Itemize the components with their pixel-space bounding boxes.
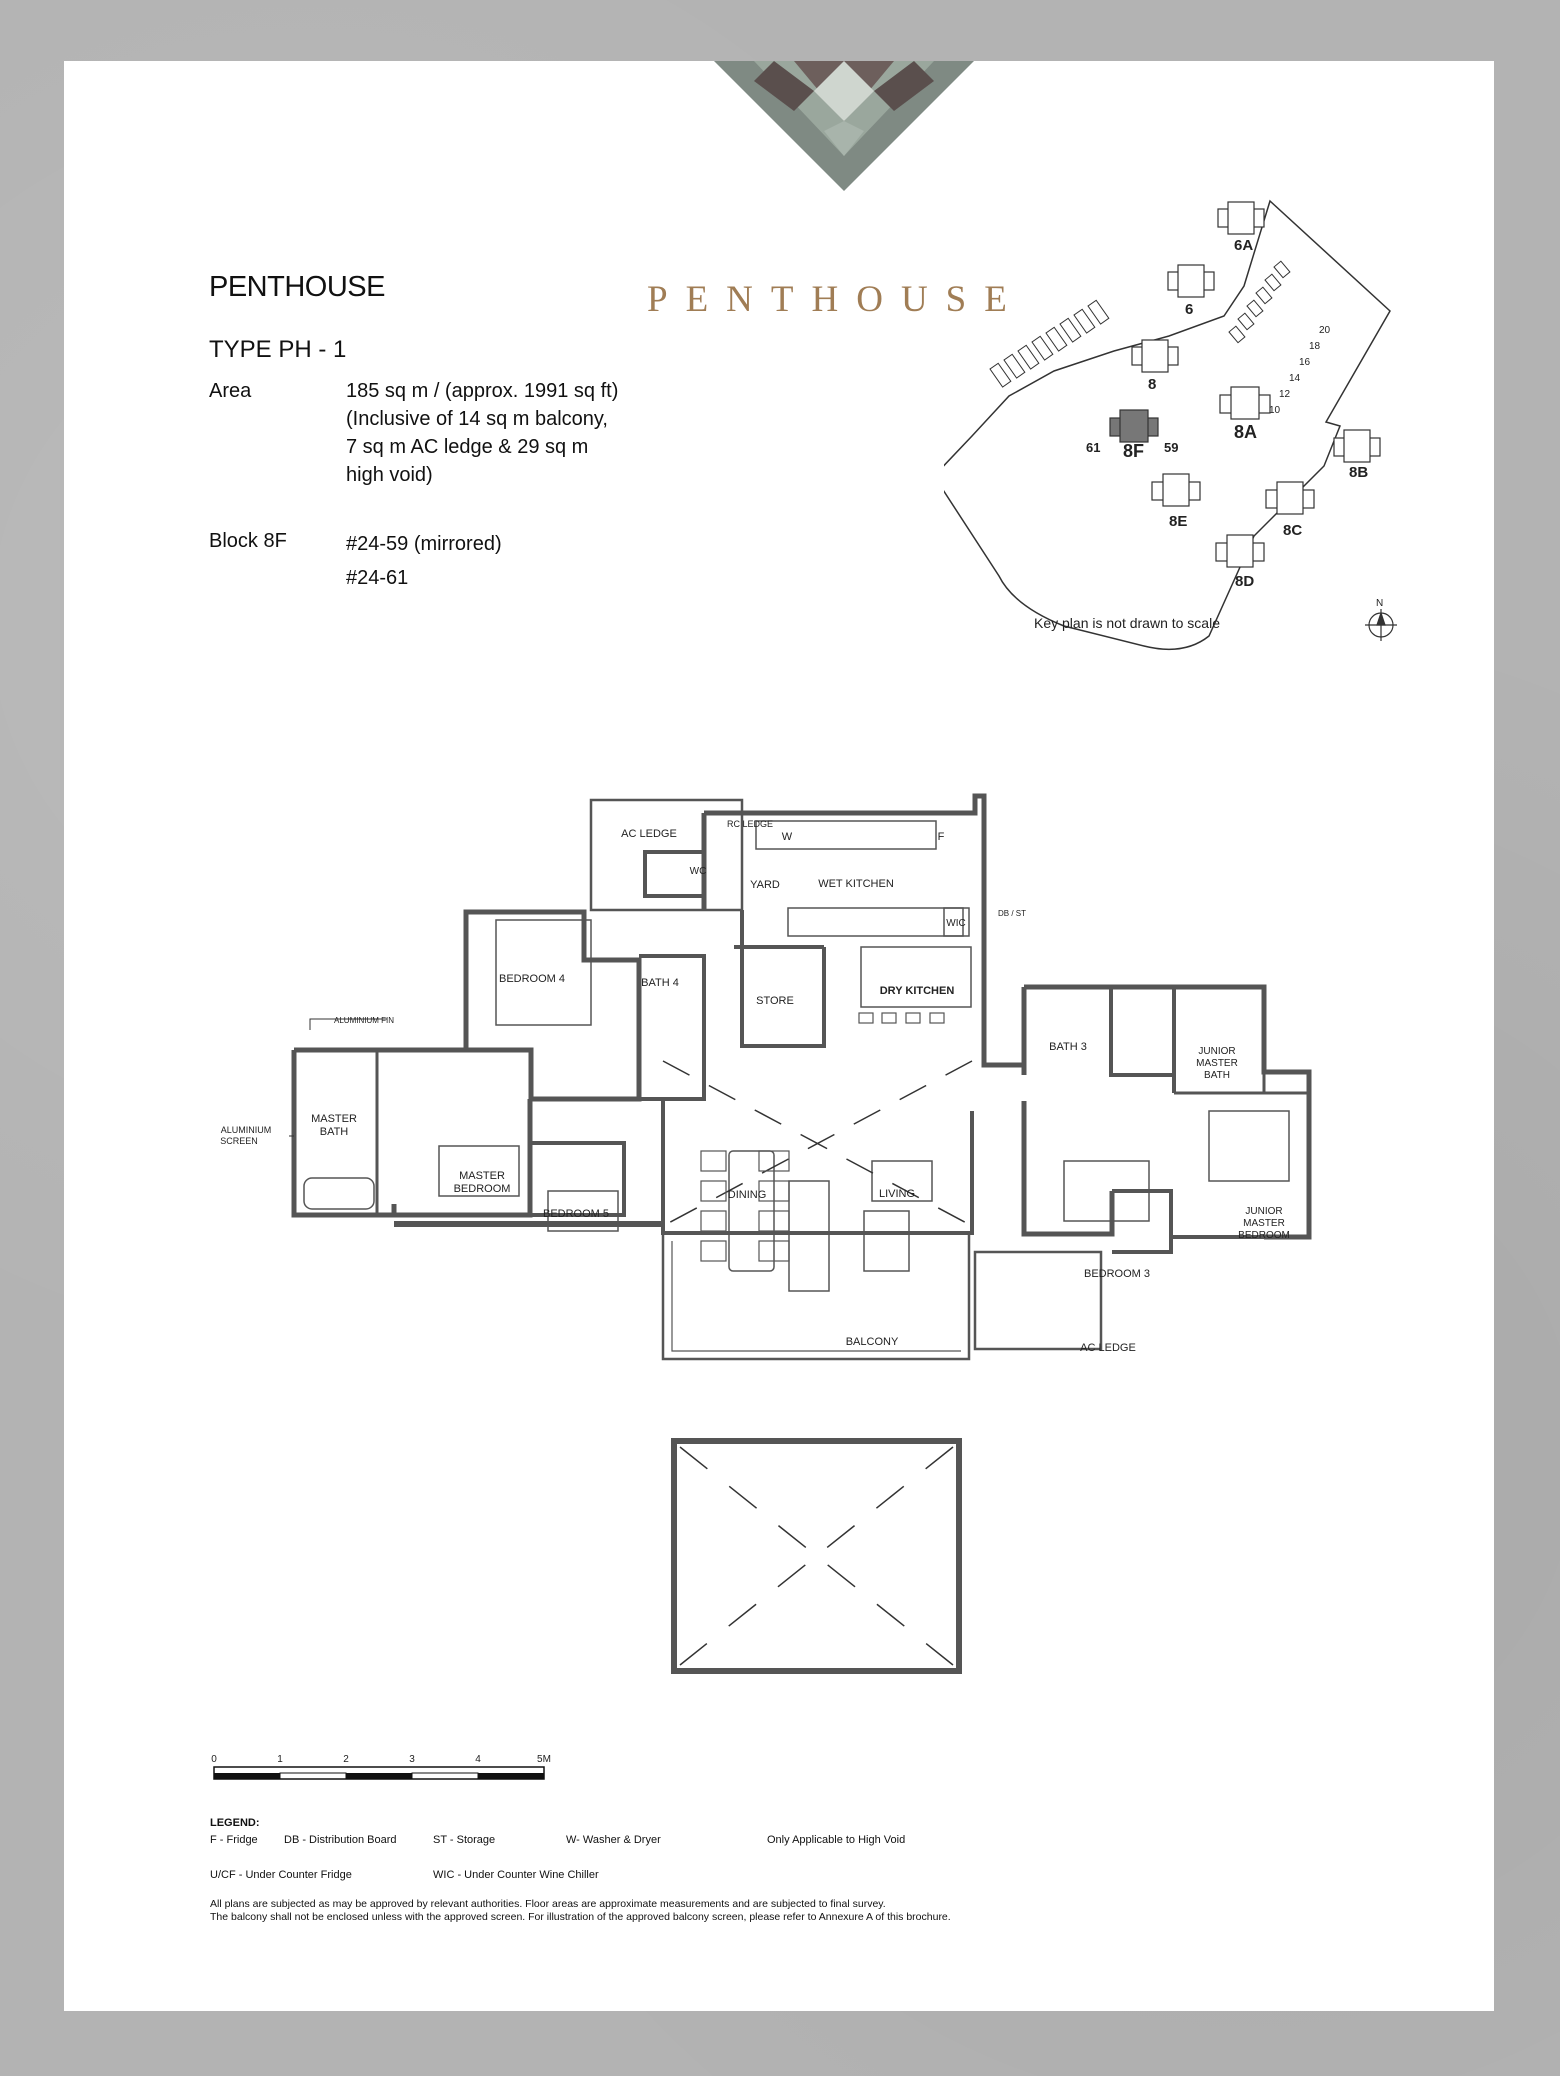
room-label: BEDROOM	[1238, 1230, 1290, 1241]
room-label: LIVING	[878, 1188, 916, 1200]
area-line: high void)	[346, 464, 433, 486]
room-label: BATH	[1204, 1070, 1230, 1081]
legend-title: LEGEND:	[210, 1817, 260, 1829]
room-label: WIC	[946, 918, 966, 929]
room-label: WET KITCHEN	[818, 878, 894, 890]
room-label: BATH 4	[641, 977, 679, 989]
room-label: AC LEDGE	[621, 828, 677, 840]
room-label: BEDROOM	[453, 1183, 511, 1195]
key-block-label: 8B	[1349, 464, 1369, 481]
room-label: WC	[689, 866, 707, 877]
room-label: YARD	[750, 879, 780, 891]
key-terrace-number: 10	[1269, 405, 1281, 416]
room-label: BALCONY	[845, 1336, 899, 1348]
legend-note: The balcony shall not be enclosed unless with the approved screen. For illustration of the approved balcony screen, please refer to Annexure A of this brochure.	[210, 1911, 951, 1923]
page-title: PENTHOUSE	[209, 271, 385, 303]
room-label: BEDROOM 5	[542, 1208, 610, 1220]
legend-note: All plans are subjected as may be approved by relevant authorities. Floor areas are approximate measurements and are subjected to final survey.	[210, 1898, 886, 1910]
room-label: BEDROOM 3	[1083, 1268, 1151, 1280]
legend-item: W- Washer & Dryer	[566, 1834, 661, 1846]
room-label: MASTER	[1196, 1058, 1238, 1069]
legend-item: Only Applicable to High Void	[767, 1834, 906, 1846]
area-label: Area	[209, 380, 252, 402]
brand-wordmark: PENTHOUSE	[647, 279, 1025, 320]
block-unit: #24-61	[346, 567, 409, 589]
room-label: STORE	[756, 995, 794, 1007]
brochure-page	[64, 61, 1494, 2011]
key-block-label: 6A	[1234, 237, 1254, 254]
legend-item: ST - Storage	[433, 1834, 496, 1846]
unit-type: TYPE PH - 1	[209, 336, 347, 363]
room-label: ALUMINIUM	[220, 1125, 272, 1135]
key-block-label: 8E	[1169, 513, 1188, 530]
north-label: N	[1376, 598, 1384, 609]
area-line: 7 sq m AC ledge & 29 sq m	[346, 436, 589, 458]
room-label: BATH 3	[1049, 1041, 1087, 1053]
scale-tick: 4	[475, 1754, 481, 1765]
key-unit-number: 61	[1086, 440, 1101, 455]
area-line: 185 sq m / (approx. 1991 sq ft)	[346, 380, 619, 402]
key-terrace-number: 16	[1299, 357, 1311, 368]
room-label: DB / ST	[997, 909, 1027, 918]
room-label: W	[781, 831, 793, 843]
room-label: MASTER	[1243, 1218, 1285, 1229]
room-label: DINING	[727, 1189, 767, 1201]
room-label: ALUMINIUM FIN	[334, 1016, 394, 1025]
room-label: BATH	[319, 1126, 349, 1138]
room-label: MASTER	[311, 1113, 357, 1125]
key-block-label: 8	[1148, 376, 1157, 393]
legend-item: WIC - Under Counter Wine Chiller	[433, 1869, 599, 1881]
key-block-label: 8D	[1235, 573, 1255, 590]
room-label: SCREEN	[220, 1136, 258, 1146]
room-label: JUNIOR	[1245, 1206, 1283, 1217]
key-block-label: 6	[1185, 301, 1194, 318]
room-label: RC LEDGE	[726, 819, 774, 829]
scale-tick: 5M	[537, 1754, 551, 1765]
room-label: BEDROOM 4	[498, 973, 566, 985]
block-label: Block 8F	[209, 530, 287, 552]
key-terrace-number: 12	[1279, 389, 1291, 400]
room-label: JUNIOR	[1198, 1046, 1236, 1057]
key-block-label: 8C	[1283, 522, 1303, 539]
area-line: (Inclusive of 14 sq m balcony,	[346, 408, 608, 430]
scale-tick: 3	[409, 1754, 415, 1765]
key-plan-caption: Key plan is not drawn to scale	[1034, 615, 1220, 631]
scale-tick: 1	[277, 1754, 283, 1765]
room-label: AC LEDGE	[1080, 1342, 1136, 1354]
key-terrace-number: 18	[1309, 341, 1321, 352]
legend-item: U/CF - Under Counter Fridge	[210, 1869, 352, 1881]
room-label: MASTER	[459, 1170, 505, 1182]
key-terrace-number: 14	[1289, 373, 1301, 384]
key-terrace-number: 20	[1319, 325, 1331, 336]
high-void-area	[674, 1441, 959, 1671]
floor-plan	[64, 61, 1494, 1781]
key-block-label: 8A	[1234, 422, 1258, 442]
legend-item: F - Fridge	[210, 1834, 258, 1846]
key-block-label: 8F	[1123, 441, 1145, 461]
room-label: F	[937, 831, 945, 843]
key-unit-number: 59	[1164, 440, 1179, 455]
scale-tick: 0	[211, 1754, 217, 1765]
scale-bar	[214, 1767, 544, 1779]
room-label: DRY KITCHEN	[879, 985, 955, 997]
block-unit: #24-59 (mirrored)	[346, 533, 502, 555]
scale-tick: 2	[343, 1754, 349, 1765]
legend-item: DB - Distribution Board	[284, 1834, 397, 1846]
